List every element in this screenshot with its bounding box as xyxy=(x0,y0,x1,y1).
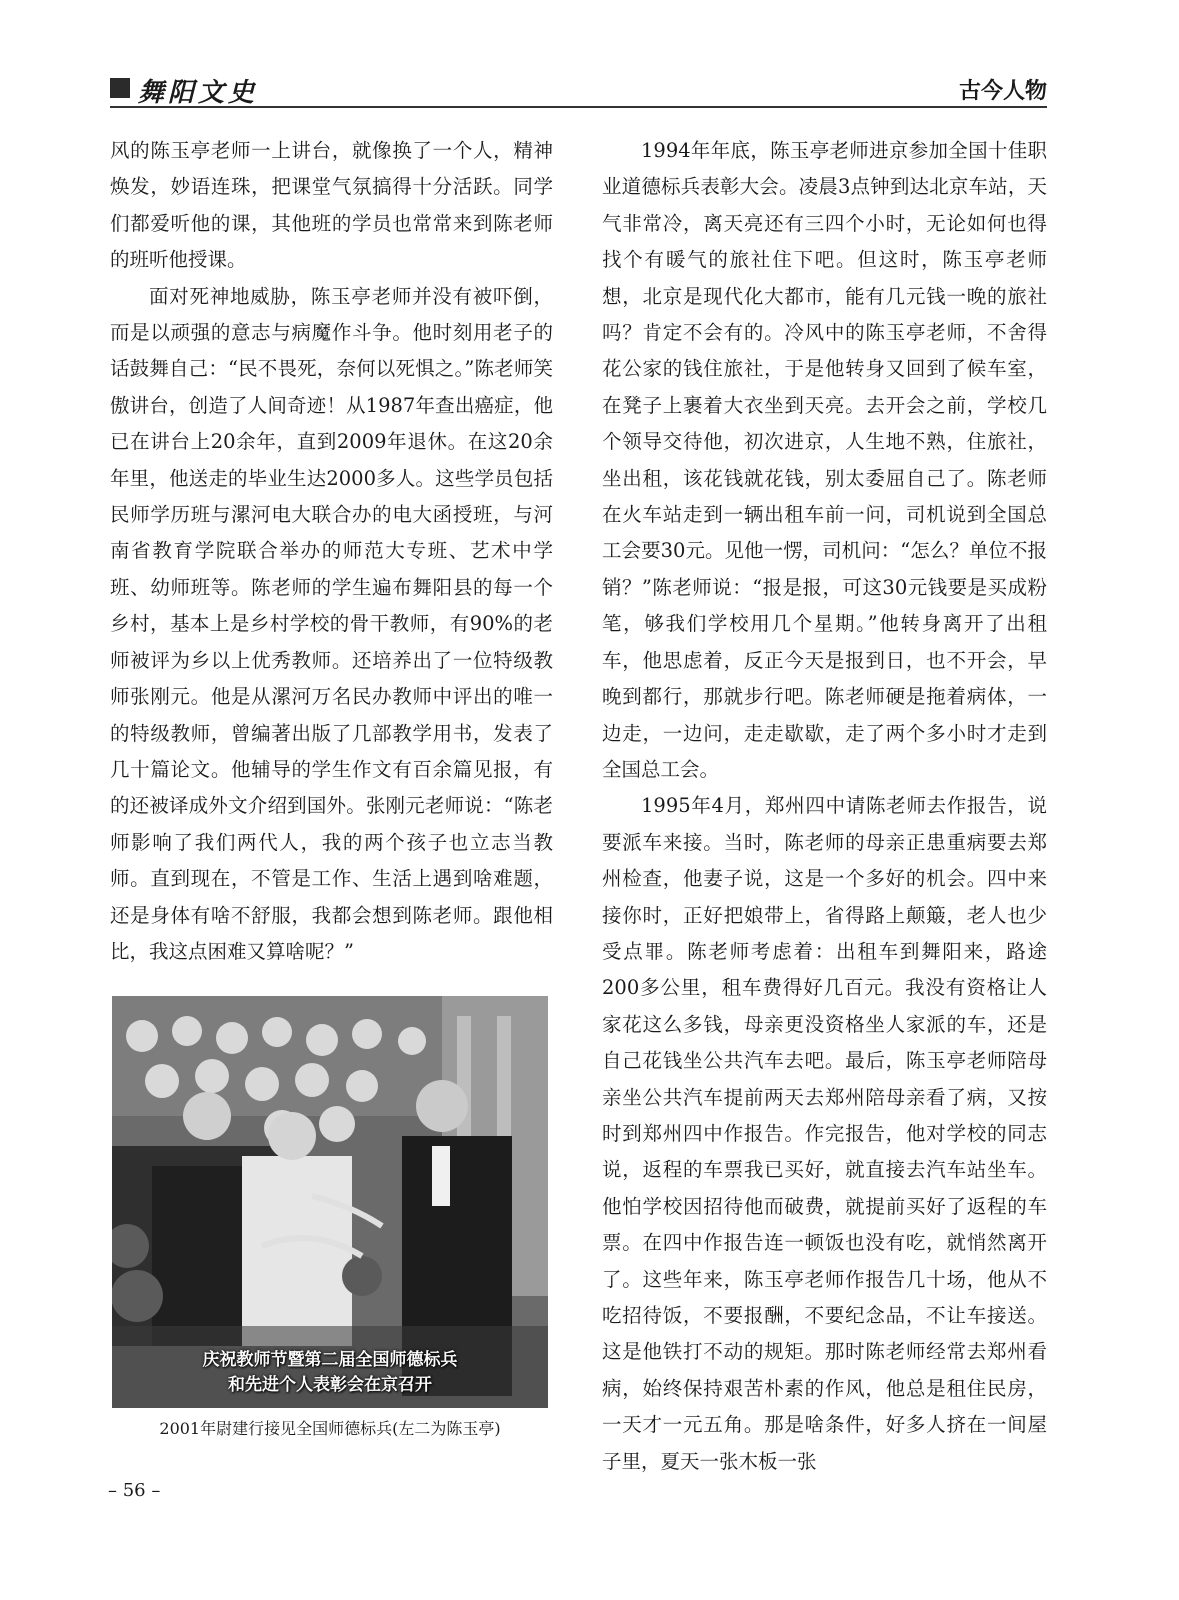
right-text-column xyxy=(602,133,1047,1480)
event-photo xyxy=(112,996,548,1408)
left-text-column xyxy=(110,133,553,970)
paragraph: 风的陈玉亭老师一上讲台，就像换了一个人，精神焕发，妙语连珠，把课堂气氛搞得十分活跃。同学们都爱听他的课，其他班的学员也常常来到陈老师的班听他授课。 xyxy=(110,139,553,272)
journal-title: 舞阳文史 xyxy=(138,78,259,108)
photo-overlay-caption xyxy=(112,1348,548,1398)
photo-illustration xyxy=(112,996,548,1408)
page-number: – 56 – xyxy=(108,1480,161,1501)
paragraph: 面对死神地威胁，陈玉亭老师并没有被吓倒，而是以顽强的意志与病魔作斗争。他时刻用老子的话鼓舞自己：“民不畏死，奈何以死惧之。”陈老师笑傲讲台，创造了人间奇迹！从1987年查出癌症，他已在讲台上20余年，直到2009年退休。在这20余年里，他送走的毕业生达2000多人。这些学员包括民师学历班与漯河电大联合办的电大函授班，与河南省教育学院联合举办的师范大专班、艺术中学班、幼师班等。陈老师的学生遍布舞阳县的每一个乡村，基本上是乡村学校的骨干教师，有90%的老师被评为乡以上优秀教师。还培养出了一位特级教师张刚元。他是从漯河万名民办教师中评出的唯一的特级教师，曾编著出版了几部教学用书，发表了几十篇论文。他辅导的学生作文有百余篇见报，有的还被译成外文介绍到国外。张刚元老师说：“陈老师影响了我们两代人，我的两个孩子也立志当教师。直到现在，不管是工作、生活上遇到啥难题，还是身体有啥不舒服，我都会想到陈老师。跟他相比，我这点困难又算啥呢？” xyxy=(110,284,553,963)
paragraph: 1994年年底，陈玉亭老师进京参加全国十佳职业道德标兵表彰大会。凌晨3点钟到达北京车站，天气非常冷，离天亮还有三四个小时，无论如何也得找个有暖气的旅社住下吧。但这时，陈玉亭老师想，北京是现代化大都市，能有几元钱一晚的旅社吗？肯定不会有的。冷风中的陈玉亭老师，不舍得花公家的钱住旅社，于是他转身又回到了候车室，在凳子上裹着大衣坐到天亮。去开会之前，学校几个领导交待他，初次进京，人生地不熟，住旅社，坐出租，该花钱就花钱，别太委屈自己了。陈老师在火车站走到一辆出租车前一问，司机说到全国总工会要30元。见他一愣，司机问：“怎么？单位不报销？”陈老师说：“报是报，可这30元钱要是买成粉笔，够我们学校用几个星期。”他转身离开了出租车，他思虑着，反正今天是报到日，也不开会，早晚到都行，那就步行吧。陈老师硬是拖着病体，一边走，一边问，走走歇歇，走了两个多小时才走到全国总工会。 xyxy=(602,139,1047,781)
section-title: 古今人物 xyxy=(958,79,1047,104)
paragraph: 1995年4月，郑州四中请陈老师去作报告，说要派车来接。当时，陈老师的母亲正患重病要去郑州检查，他妻子说，这是一个多好的机会。四中来接你时，正好把娘带上，省得路上颠簸，老人也少受点罪。陈老师考虑着：出租车到舞阳来，路途200多公里，租车费得好几百元。我没有资格让人家花这么多钱，母亲更没资格坐人家派的车，还是自己花钱坐公共汽车去吧。最后，陈玉亭老师陪母亲坐公共汽车提前两天去郑州陪母亲看了病，又按时到郑州四中作报告。作完报告，他对学校的同志说，返程的车票我已买好，就直接去汽车站坐车。他怕学校因招待他而破费，就提前买好了返程的车票。在四中作报告连一顿饭也没有吃，就悄然离开了。这些年来，陈玉亭老师作报告几十场，他从不吃招待饭，不要报酬，不要纪念品，不让车接送。这是他铁打不动的规矩。那时陈老师经常去郑州看病，始终保持艰苦朴素的作风，他总是租住民房，一天才一元五角。那是啥条件，好多人挤在一间屋子里，夏天一张木板一张 xyxy=(602,794,1047,1473)
header-divider xyxy=(110,106,1047,108)
header-marker-square xyxy=(110,78,130,98)
overlay-caption-line: 和先进个人表彰会在京召开 xyxy=(228,1375,432,1395)
overlay-caption-line: 庆祝教师节暨第二届全国师德标兵 xyxy=(202,1350,458,1370)
photo-caption: 2001年尉建行接见全国师德标兵(左二为陈玉亭) xyxy=(159,1419,501,1438)
